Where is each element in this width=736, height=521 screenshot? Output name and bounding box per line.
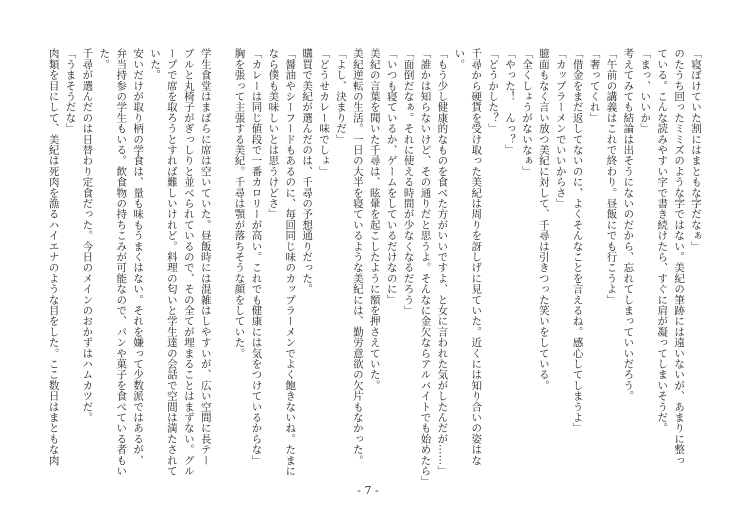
text-line: 「いつも寝ているか、ゲームをしているだけなのに」 [385, 48, 398, 305]
text-line: 「全くしょうがないなぁ」 [520, 48, 533, 177]
text-line: 「醤油やシーフードもあるのに、毎回同じ味のカップラーメンでよく飽きないね。たまに [284, 48, 297, 476]
text-line: 学生食堂はまばらに席は空いていた。昼飯時には混雑はしやすいが、広い空間に長テー [199, 48, 212, 466]
text-line: 安いだけが取り柄の学食は、量も味もうまくはない。それを嫌って少数派ではあるが、 [132, 48, 145, 466]
text-line: 「奢ってくれ」 [588, 48, 601, 123]
text-line: 弁当持参の学生もいる。飲食物の持ちこみが可能なので、パンや菓子を食べている者もい [115, 48, 128, 476]
text-line: ープで席を取ろうとすれば難しいけれど。料理の匂いと学生達の会話で空間は満たされて [165, 48, 178, 476]
text-line: 「うまそうだな」 [64, 48, 77, 134]
text-line: 「やった！ んっ？」 [504, 48, 517, 155]
text-line: 「午前の講義はこれで終わり。昼飯にでも行こうよ」 [605, 48, 618, 305]
text-line: 肉類を目にして、美紀は死肉を漁るハイエナのような目をした。ここ数日はまともな肉 [47, 48, 60, 466]
text-line: 胸を張って主張する美紀。千尋は顎が落ちそうな顔をしていた。 [233, 48, 246, 359]
text-line: 考えてみても結論は出そうにないのだから、忘れてしまっていいだろう。 [622, 48, 635, 402]
text-line: 「どうかした？」 [487, 48, 500, 134]
text-line: 「借金をまだ返してないのに、よくそんなことを言えるね。感心してしまうよ」 [571, 48, 584, 434]
text-line: のたうち回ったミミズのような字ではない。美紀の筆跡には遠いないが、あまりに整っ [673, 48, 686, 466]
text-line: 「カップラーメンでいいからさ」 [554, 48, 567, 209]
text-line: 「まっ、いいか」 [639, 48, 652, 134]
blank-line [214, 48, 231, 476]
text-line: 千尋から硬貨を受け取った美紀は周りを訝しげに見ていた。近くには知り合いの姿はな [470, 48, 483, 466]
text-line: 「カレーは同じ値段で一番カロリーが高い。これでも健康には気をつけているからな」 [250, 48, 263, 466]
text-line: 「誰かは知らないけど、その通りだと思うよ。そんなに金欠ならアルバイトでも始めたら」 [419, 48, 432, 487]
text-line: 「寝ぼけていた割にはまともな字だなぁ」 [690, 48, 702, 252]
text-line: 美紀逆転の生活。一日の大半を寝ているような美紀には、勤労意欲の欠片もなかった。 [351, 48, 364, 466]
text-line: 美紀の言葉を聞いた千尋は、眩暈を起こしたように額を押さえていた。 [368, 48, 381, 391]
text-line: なら僕も美味しいとは思うけどさ」 [267, 48, 280, 220]
text-line: い。 [453, 48, 466, 70]
text-line: 千尋が選んだのは日替わり定食だった。今日のメインのおかずはハムカツだ。 [81, 48, 94, 423]
text-line: 「よし、決まりだ」 [334, 48, 347, 145]
text-line: 「どうせカレー味でしょ」 [318, 48, 331, 177]
text-line: ている。こんな読みやすい字で書き続けたら、すぐに肩が凝ってしまいそうだ。 [656, 48, 669, 434]
page-number: - 7 - [357, 484, 379, 497]
text-line: 「面倒だなぁ。それに使える時間が少なくなるだろう」 [402, 48, 415, 316]
text-line: た。 [98, 48, 111, 70]
text-line: ブルと丸椅子がぎっしりと並べられているので、その全てが埋まることはまずない。グル [182, 48, 195, 476]
text-line: 購買で美紀が選んだのは、千尋の予想通りだった。 [301, 48, 314, 295]
text-line: 臆面もなく言い放つ美紀に対して、千尋は引きつった笑いをしている。 [537, 48, 550, 391]
vertical-text-body [45, 48, 704, 487]
text-line: いた。 [149, 48, 161, 81]
text-line: 「もう少し健康的なものを食べた方がいいですよ、と女に言われた気がしたんだが……」 [436, 48, 449, 476]
